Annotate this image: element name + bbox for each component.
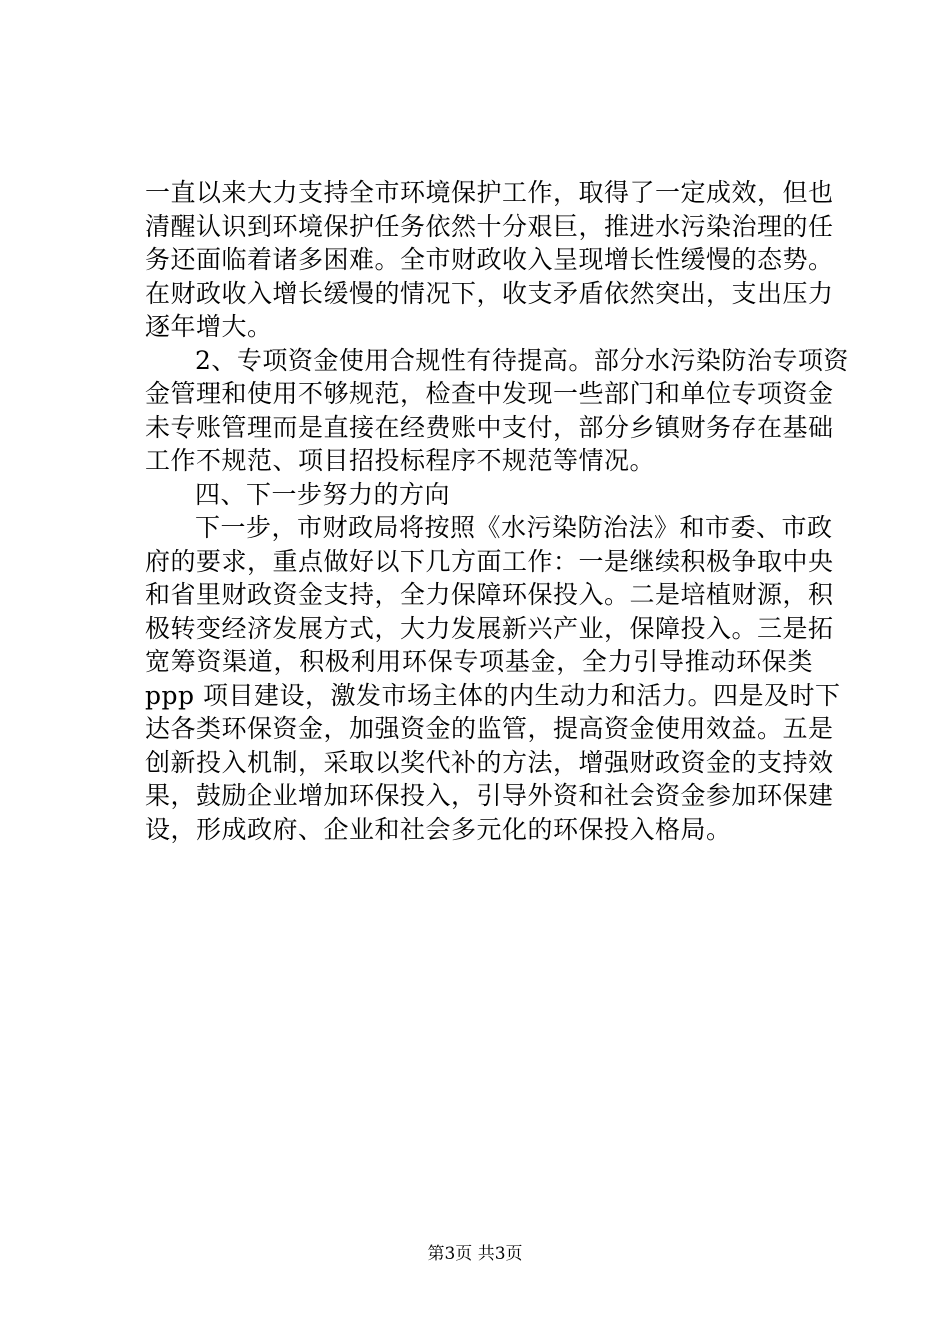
text-line: 在财政收入增长缓慢的情况下，收支矛盾依然突出，支出压力: [145, 278, 834, 308]
text-line: 清醒认识到环境保护任务依然十分艰巨，推进水污染治理的任: [145, 211, 834, 241]
page-number-footer: 第3页 共3页: [427, 1244, 523, 1264]
text-line: 达各类环保资金，加强资金的监管，提高资金使用效益。五是: [145, 714, 834, 743]
text-line: 宽筹资渠道，积极利用环保专项基金，全力引导推动环保类: [145, 647, 813, 676]
text-line: 一直以来大力支持全市环境保护工作，取得了一定成效，但也: [145, 178, 834, 207]
text-line: 2、专项资金使用合规性有待提高。部分水污染防治专项资: [195, 345, 849, 375]
text-line: 务还面临着诸多困难。全市财政收入呈现增长性缓慢的态势。: [145, 245, 834, 274]
text-line: 逐年增大。: [145, 312, 273, 341]
text-line: 创新投入机制，采取以奖代补的方法，增强财政资金的支持效: [145, 747, 834, 777]
text-line: 极转变经济发展方式，大力发展新兴产业，保障投入。三是拓: [145, 613, 834, 643]
text-line: 下一步，市财政局将按照《水污染防治法》和市委、市政: [195, 513, 833, 542]
section-heading: 四、下一步努力的方向: [195, 479, 451, 509]
text-line: 未专账管理而是直接在经费账中支付，部分乡镇财务存在基础: [145, 412, 834, 442]
document-body: [145, 176, 849, 846]
text-line: ppp 项目建设，激发市场主体的内生动力和活力。四是及时下: [145, 680, 841, 710]
text-line: 工作不规范、项目招投标程序不规范等情况。: [145, 446, 656, 475]
text-line: 和省里财政资金支持，全力保障环保投入。二是培植财源，积: [145, 580, 834, 609]
text-line: 果，鼓励企业增加环保投入，引导外资和社会资金参加环保建: [145, 781, 834, 810]
text-line: 设，形成政府、企业和社会多元化的环保投入格局。: [145, 814, 732, 844]
text-line: 府的要求，重点做好以下几方面工作：一是继续积极争取中央: [145, 546, 834, 576]
text-line: 金管理和使用不够规范，检查中发现一些部门和单位专项资金: [145, 379, 834, 408]
